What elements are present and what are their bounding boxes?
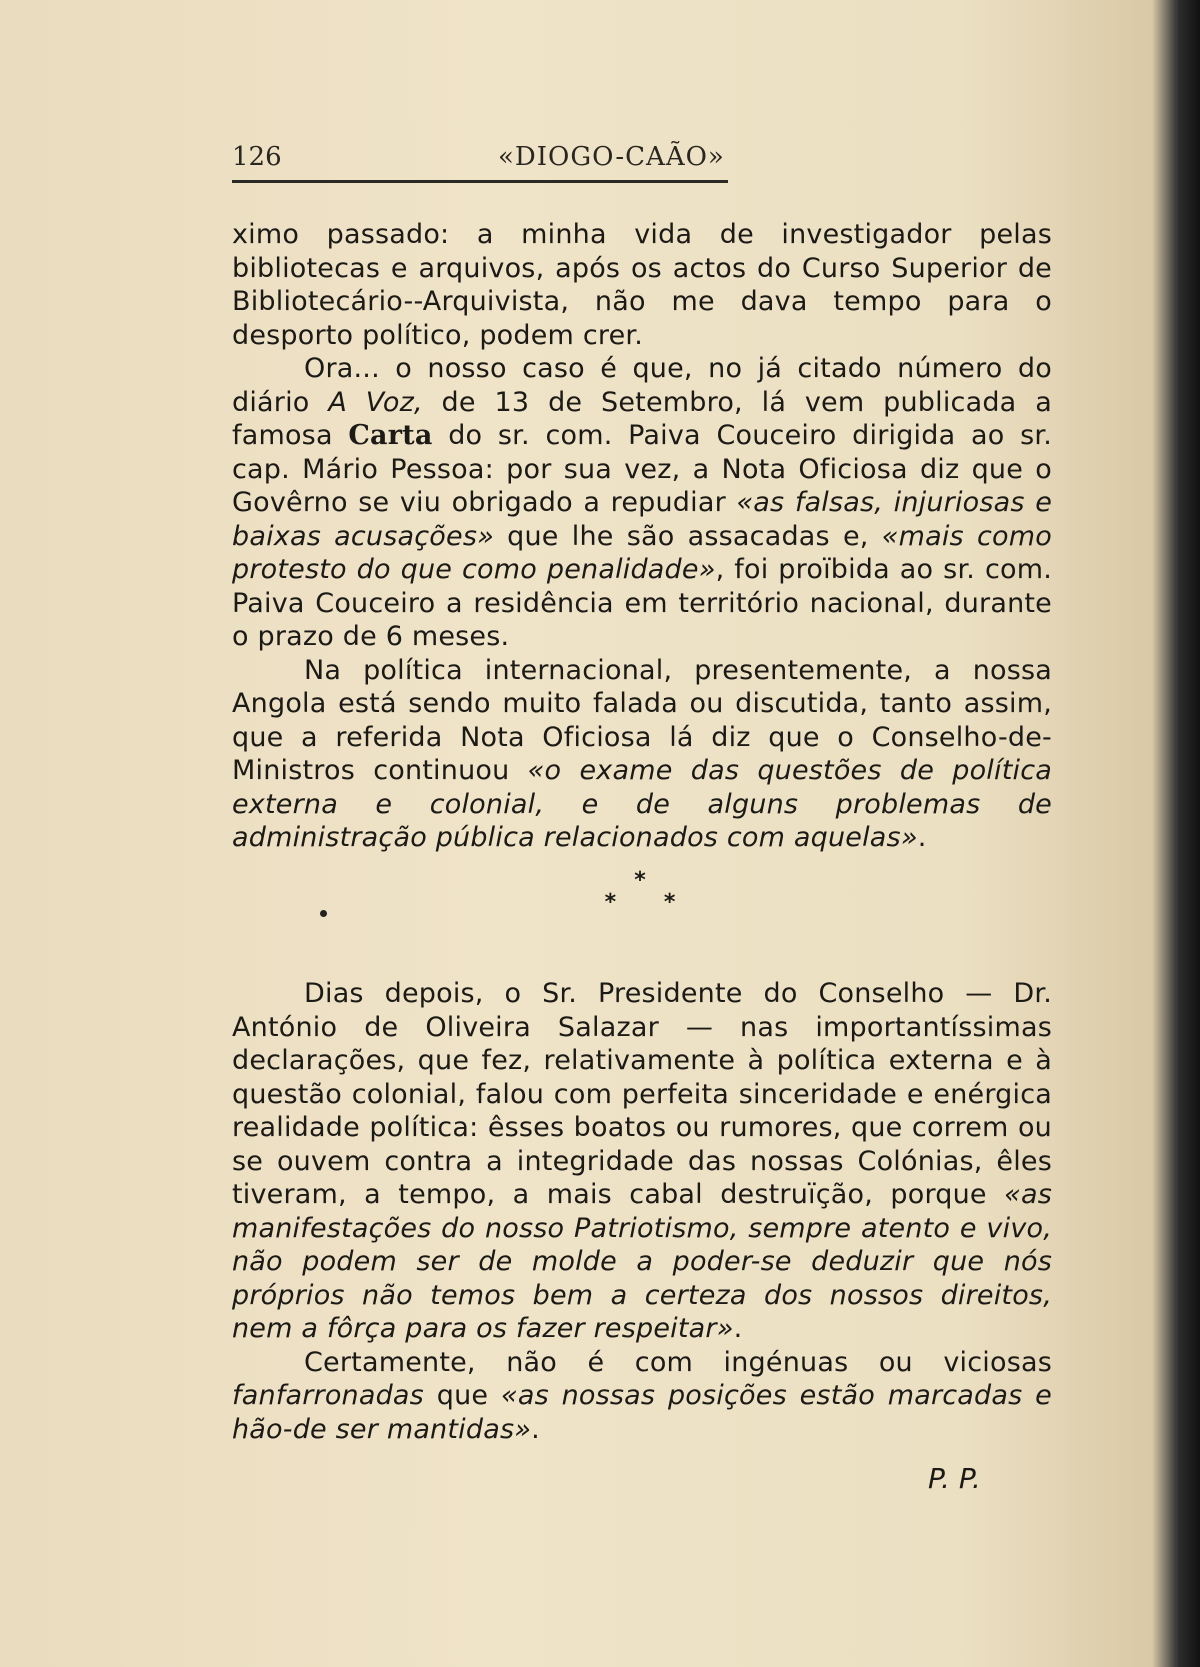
paragraph-4 <box>232 977 1052 1346</box>
p4-text-c: . <box>733 1313 743 1344</box>
quote-positions: «as nossas posições estão marcadas e hão-de ser mantidas» <box>232 1380 1052 1445</box>
p5-text-c: que <box>423 1380 501 1411</box>
p2-text-c: de 13 de Setembro, lá vem publicada a famosa <box>232 386 1052 451</box>
section-1 <box>232 218 1052 855</box>
p5-text-a: Certamente, não é com ingénuas ou viciosas <box>304 1346 1052 1378</box>
page-header <box>232 142 728 178</box>
p3-text-c: . <box>917 822 927 853</box>
separator-top-star: * <box>634 868 646 893</box>
signature: P. P. <box>928 1462 981 1495</box>
paragraph-2 <box>232 352 1052 654</box>
quote-exam: «o exame das questões de política externa e colonial, e de alguns problemas de administração pública relacionados com aquelas» <box>232 755 1052 853</box>
p5-text-e: . <box>531 1413 540 1445</box>
p4-text-a: Dias depois, o Sr. Presidente do Conselho — Dr. António de Oliveira Salazar — nas importantíssimas declarações, que fez, relativamente à política externa e à questão colonial, falou com perfeita sinceridade e enérgica realidade política: êsses boatos ou rumores, que correm ou se ouvem contra a integridade das nossas Colónias, êles tiveram, a tempo, a mais cabal destruïção, porque <box>232 978 1052 1210</box>
running-title: «DIOGO-CAÃO» <box>498 142 725 172</box>
newspaper-title: A Voz, <box>328 386 423 418</box>
paragraph-5 <box>232 1346 1052 1447</box>
quote-penalty: «mais como protesto do que como penalidade» <box>232 520 1052 585</box>
p3-text-a: Na política internacional, presentemente, a nossa Angola está sendo muito falada ou discutida, tanto assim, que a referida Nota Oficiosa lá diz que o Conselho-de-Ministros continuou <box>232 654 1052 786</box>
p2-text-e: do sr. com. Paiva Couceiro dirigida ao sr. cap. Mário Pessoa: por sua vez, a Nota Oficiosa diz que o Govêrno se viu obrigado a repudiar <box>232 420 1052 518</box>
p2-text-g: que lhe são assacadas e, <box>493 520 882 552</box>
paragraph-1: ximo passado: a minha vida de investigador pelas bibliotecas e arquivos, após os actos do Curso Superior de Bibliotecário--Arquivista, não me dava tempo para o desporto político, podem crer. <box>232 219 1052 351</box>
section-2 <box>232 977 1052 1446</box>
paragraph-3 <box>232 654 1052 855</box>
carta-word: Carta <box>348 420 433 451</box>
fanfarronadas-word: fanfarronadas <box>232 1380 424 1411</box>
separator-bottom-stars: * * <box>604 890 676 915</box>
section-separator <box>560 870 720 930</box>
quote-patriotism: «as manifestações do nosso Patriotismo, sempre atento e vivo, não podem ser de molde a poder-se deduzir que nós próprios não temos bem a certeza dos nossos direitos, nem a fôrça para os fazer respeitar» <box>232 1179 1052 1344</box>
page-number: 126 <box>232 142 282 172</box>
header-rule <box>232 180 728 183</box>
book-edge-shadow <box>1178 0 1200 1667</box>
ink-spot <box>320 910 327 917</box>
quote-accusations: «as falsas, injuriosas e baixas acusações» <box>232 487 1053 552</box>
p2-text-i: , foi proïbida ao sr. com. Paiva Couceiro a residência em território nacional, durante o prazo de 6 meses. <box>232 554 1052 652</box>
p2-text-a: Ora... o nosso caso é que, no já citado número do diário <box>232 353 1052 418</box>
